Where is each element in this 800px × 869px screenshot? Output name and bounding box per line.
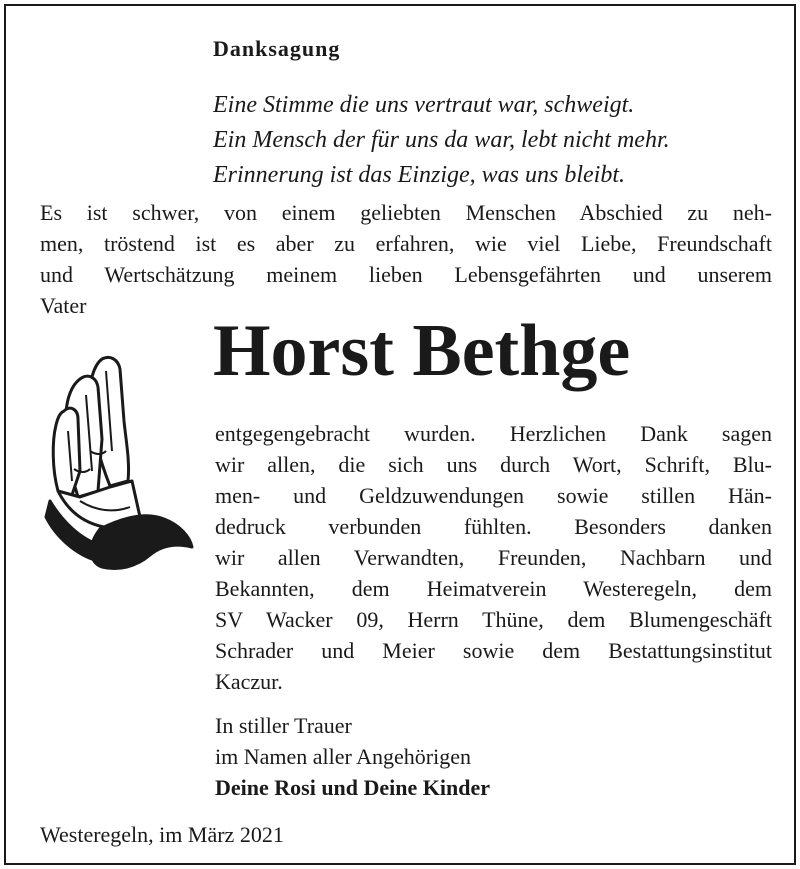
notice-frame <box>4 4 796 865</box>
closing-line: In stiller Trauer <box>215 713 352 738</box>
thanks-text <box>215 418 772 697</box>
thanks-line: wir allen Verwandten, Freunden, Nachbarn und <box>215 545 772 570</box>
notice-heading: Danksagung <box>213 36 341 61</box>
thanks-line: dedruck verbunden fühlten. Besonders danken <box>215 514 772 539</box>
intro-line: men, tröstend ist es aber zu erfahren, wie viel Liebe, Freundschaft <box>40 231 772 256</box>
praying-hands-icon <box>40 351 194 576</box>
place-date: Westeregeln, im März 2021 <box>40 822 284 847</box>
thanks-line: Bekannten, dem Heimatverein Westeregeln, dem <box>215 576 772 601</box>
intro-line: Es ist schwer, von einem geliebten Menschen Abschied zu neh- <box>40 200 772 225</box>
intro-text <box>40 197 772 321</box>
poem-line: Eine Stimme die uns vertraut war, schweigt. <box>213 92 635 118</box>
deceased-name: Horst Bethge <box>213 310 631 392</box>
intro-line: und Wertschätzung meinem lieben Lebensgefährten und unserem <box>40 262 772 287</box>
poem-line: Erinnerung ist das Einzige, was uns bleibt. <box>213 162 626 188</box>
thanks-line: wir allen, die sich uns durch Wort, Schrift, Blu- <box>215 452 772 477</box>
thanks-line: men- und Geldzuwendungen sowie stillen Hän- <box>215 483 772 508</box>
thanks-line: Kaczur. <box>215 669 283 694</box>
signature: Deine Rosi und Deine Kinder <box>215 775 491 800</box>
poem-line: Ein Mensch der für uns da war, lebt nicht mehr. <box>213 127 670 153</box>
thanks-line: entgegengebracht wurden. Herzlichen Dank sagen <box>215 421 772 446</box>
thanks-line: Schrader und Meier sowie dem Bestattungsinstitut <box>215 638 772 663</box>
closing-block <box>215 710 490 803</box>
intro-line: Vater <box>40 293 87 318</box>
poem <box>213 88 670 193</box>
closing-line: im Namen aller Angehörigen <box>215 744 471 769</box>
thanks-line: SV Wacker 09, Herrn Thüne, dem Blumengeschäft <box>215 607 772 632</box>
